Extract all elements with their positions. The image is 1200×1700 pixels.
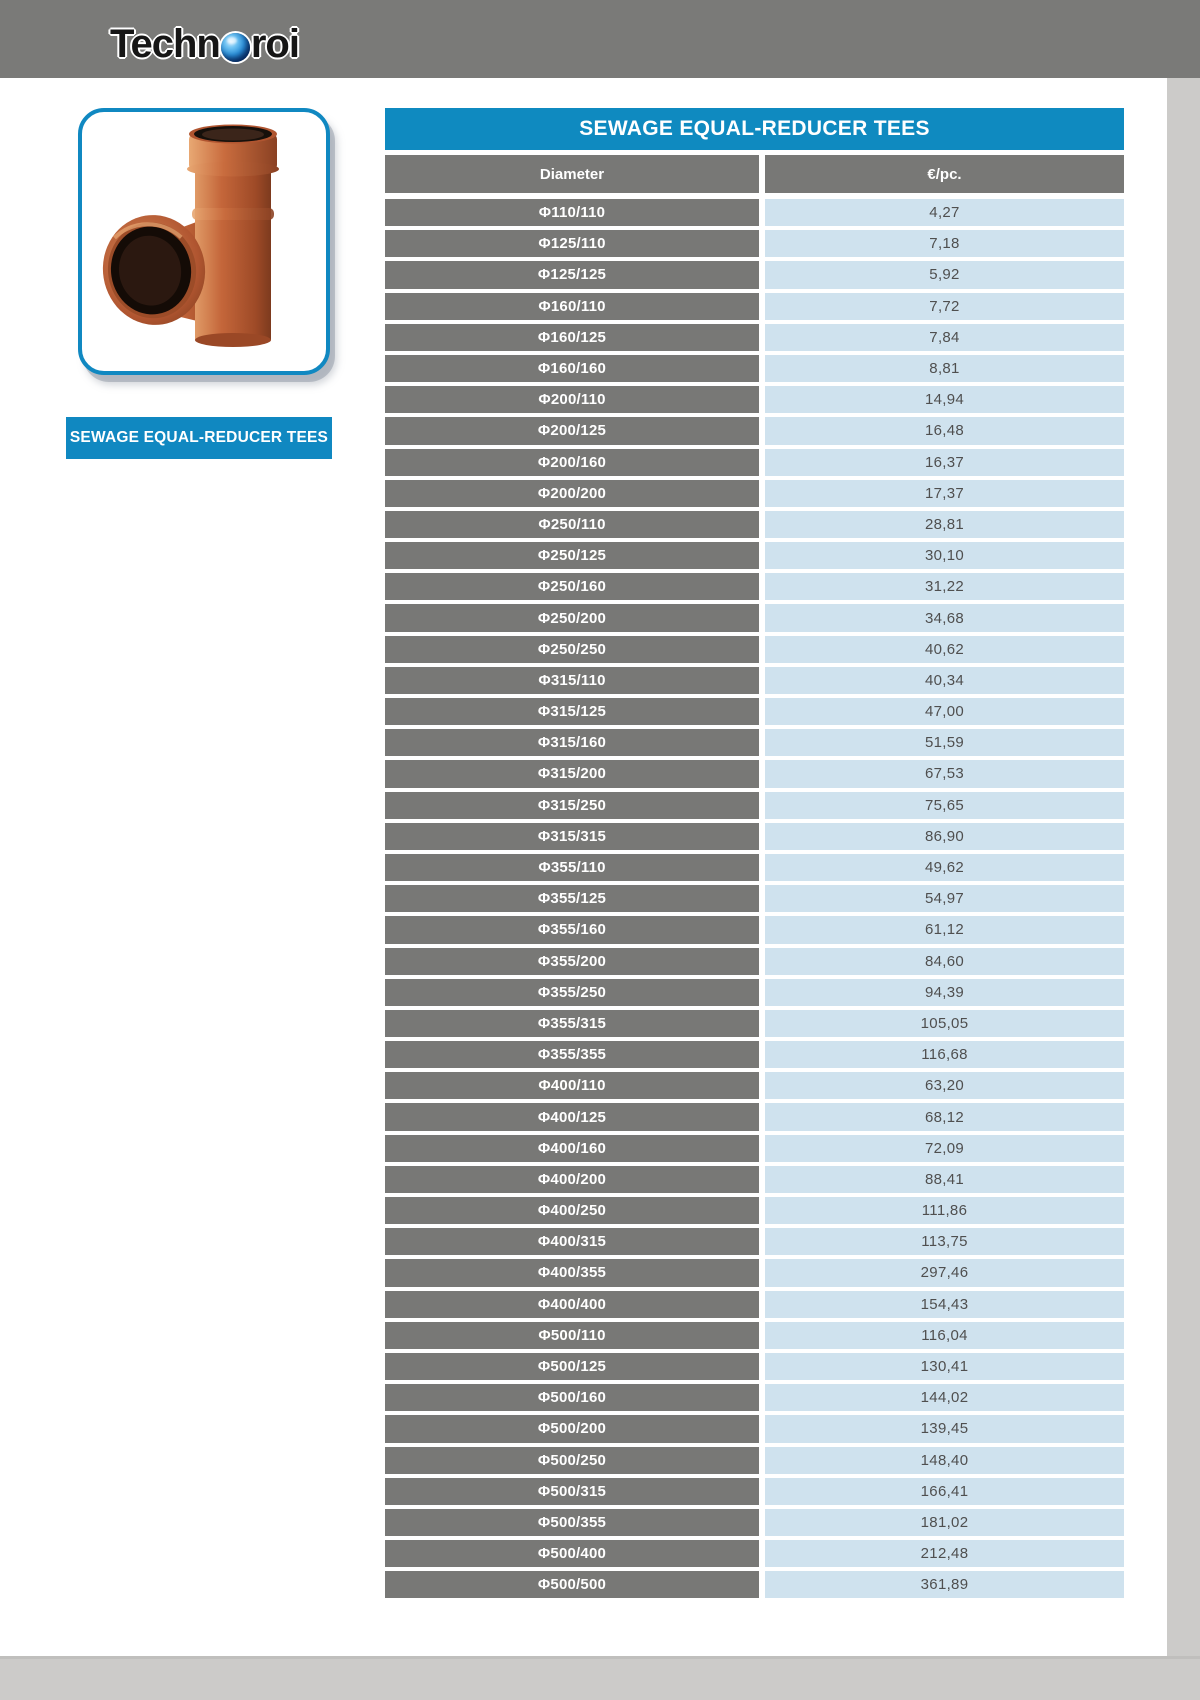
table-row <box>385 573 1124 600</box>
table-row <box>385 854 1124 881</box>
diameter-cell: Φ315/125 <box>385 698 759 725</box>
price-cell: 68,12 <box>765 1103 1124 1130</box>
price-cell: 5,92 <box>765 261 1124 288</box>
diameter-cell: Φ315/110 <box>385 667 759 694</box>
price-cell: 86,90 <box>765 823 1124 850</box>
diameter-cell: Φ200/160 <box>385 449 759 476</box>
diameter-cell: Φ355/315 <box>385 1010 759 1037</box>
price-cell: 7,18 <box>765 230 1124 257</box>
diameter-cell: Φ200/110 <box>385 386 759 413</box>
footer-band <box>0 1656 1200 1700</box>
price-cell: 144,02 <box>765 1384 1124 1411</box>
diameter-cell: Φ400/160 <box>385 1135 759 1162</box>
table-row <box>385 1540 1124 1567</box>
product-photo-card <box>78 108 330 375</box>
price-table <box>385 108 1124 1598</box>
diameter-cell: Φ315/200 <box>385 760 759 787</box>
table-row <box>385 636 1124 663</box>
table-row <box>385 885 1124 912</box>
price-cell: 16,48 <box>765 417 1124 444</box>
diameter-cell: Φ160/110 <box>385 293 759 320</box>
diameter-cell: Φ200/200 <box>385 480 759 507</box>
diameter-cell: Φ355/200 <box>385 948 759 975</box>
price-cell: 88,41 <box>765 1166 1124 1193</box>
globe-icon <box>221 33 250 62</box>
price-cell: 75,65 <box>765 792 1124 819</box>
price-cell: 63,20 <box>765 1072 1124 1099</box>
diameter-cell: Φ250/110 <box>385 511 759 538</box>
table-row <box>385 1291 1124 1318</box>
price-cell: 17,37 <box>765 480 1124 507</box>
price-cell: 113,75 <box>765 1228 1124 1255</box>
price-cell: 54,97 <box>765 885 1124 912</box>
diameter-cell: Φ355/160 <box>385 916 759 943</box>
table-row <box>385 1010 1124 1037</box>
table-row <box>385 667 1124 694</box>
table-row <box>385 729 1124 756</box>
table-row <box>385 1447 1124 1474</box>
price-cell: 84,60 <box>765 948 1124 975</box>
price-cell: 297,46 <box>765 1259 1124 1286</box>
price-cell: 4,27 <box>765 199 1124 226</box>
table-row <box>385 1353 1124 1380</box>
price-cell: 8,81 <box>765 355 1124 382</box>
right-edge-strip <box>1167 78 1200 1700</box>
diameter-cell: Φ400/400 <box>385 1291 759 1318</box>
price-cell: 7,72 <box>765 293 1124 320</box>
table-row <box>385 293 1124 320</box>
price-cell: 14,94 <box>765 386 1124 413</box>
price-cell: 116,04 <box>765 1322 1124 1349</box>
price-cell: 361,89 <box>765 1571 1124 1598</box>
table-row <box>385 386 1124 413</box>
table-row <box>385 355 1124 382</box>
diameter-cell: Φ250/160 <box>385 573 759 600</box>
diameter-cell: Φ400/200 <box>385 1166 759 1193</box>
table-row <box>385 698 1124 725</box>
diameter-cell: Φ250/250 <box>385 636 759 663</box>
price-cell: 67,53 <box>765 760 1124 787</box>
table-row <box>385 417 1124 444</box>
table-row <box>385 792 1124 819</box>
price-cell: 154,43 <box>765 1291 1124 1318</box>
table-header-row <box>385 155 1124 193</box>
price-cell: 212,48 <box>765 1540 1124 1567</box>
table-row <box>385 979 1124 1006</box>
table-row <box>385 1041 1124 1068</box>
diameter-cell: Φ355/110 <box>385 854 759 881</box>
table-row <box>385 1478 1124 1505</box>
brand-logo-text-left: Techn <box>110 22 220 66</box>
diameter-cell: Φ400/315 <box>385 1228 759 1255</box>
price-cell: 28,81 <box>765 511 1124 538</box>
price-cell: 16,37 <box>765 449 1124 476</box>
table-row <box>385 1415 1124 1442</box>
diameter-cell: Φ110/110 <box>385 199 759 226</box>
table-row <box>385 1228 1124 1255</box>
diameter-cell: Φ250/200 <box>385 604 759 631</box>
table-row <box>385 324 1124 351</box>
table-row <box>385 1135 1124 1162</box>
table-title: SEWAGE EQUAL-REDUCER TEES <box>385 108 1124 150</box>
diameter-cell: Φ355/355 <box>385 1041 759 1068</box>
diameter-cell: Φ500/200 <box>385 1415 759 1442</box>
table-row <box>385 948 1124 975</box>
table-row <box>385 199 1124 226</box>
pipe-tee-image <box>82 112 326 371</box>
table-row <box>385 449 1124 476</box>
diameter-cell: Φ315/250 <box>385 792 759 819</box>
table-row <box>385 230 1124 257</box>
table-row <box>385 916 1124 943</box>
table-row <box>385 1571 1124 1598</box>
diameter-cell: Φ500/160 <box>385 1384 759 1411</box>
brand-logo <box>110 22 299 67</box>
price-cell: 40,34 <box>765 667 1124 694</box>
diameter-cell: Φ500/500 <box>385 1571 759 1598</box>
diameter-cell: Φ400/125 <box>385 1103 759 1130</box>
price-cell: 181,02 <box>765 1509 1124 1536</box>
price-cell: 166,41 <box>765 1478 1124 1505</box>
price-cell: 94,39 <box>765 979 1124 1006</box>
price-cell: 49,62 <box>765 854 1124 881</box>
diameter-cell: Φ125/125 <box>385 261 759 288</box>
table-row <box>385 480 1124 507</box>
diameter-cell: Φ500/250 <box>385 1447 759 1474</box>
diameter-cell: Φ125/110 <box>385 230 759 257</box>
table-row <box>385 1197 1124 1224</box>
price-cell: 34,68 <box>765 604 1124 631</box>
table-row <box>385 1103 1124 1130</box>
table-row <box>385 542 1124 569</box>
table-row <box>385 604 1124 631</box>
price-cell: 139,45 <box>765 1415 1124 1442</box>
price-cell: 105,05 <box>765 1010 1124 1037</box>
table-row <box>385 1259 1124 1286</box>
diameter-cell: Φ500/125 <box>385 1353 759 1380</box>
table-row <box>385 1384 1124 1411</box>
diameter-cell: Φ400/355 <box>385 1259 759 1286</box>
product-caption: SEWAGE EQUAL-REDUCER TEES <box>66 417 332 459</box>
price-cell: 31,22 <box>765 573 1124 600</box>
table-row <box>385 1072 1124 1099</box>
column-header-price: €/pc. <box>765 155 1124 193</box>
column-header-diameter: Diameter <box>385 155 759 193</box>
price-cell: 7,84 <box>765 324 1124 351</box>
diameter-cell: Φ250/125 <box>385 542 759 569</box>
table-row <box>385 511 1124 538</box>
diameter-cell: Φ500/110 <box>385 1322 759 1349</box>
price-cell: 47,00 <box>765 698 1124 725</box>
diameter-cell: Φ160/125 <box>385 324 759 351</box>
diameter-cell: Φ400/250 <box>385 1197 759 1224</box>
diameter-cell: Φ355/125 <box>385 885 759 912</box>
price-cell: 30,10 <box>765 542 1124 569</box>
diameter-cell: Φ315/160 <box>385 729 759 756</box>
table-row <box>385 823 1124 850</box>
diameter-cell: Φ315/315 <box>385 823 759 850</box>
price-cell: 51,59 <box>765 729 1124 756</box>
table-row <box>385 261 1124 288</box>
price-cell: 111,86 <box>765 1197 1124 1224</box>
price-cell: 130,41 <box>765 1353 1124 1380</box>
table-row <box>385 760 1124 787</box>
price-cell: 148,40 <box>765 1447 1124 1474</box>
price-cell: 40,62 <box>765 636 1124 663</box>
diameter-cell: Φ160/160 <box>385 355 759 382</box>
diameter-cell: Φ400/110 <box>385 1072 759 1099</box>
price-cell: 116,68 <box>765 1041 1124 1068</box>
table-body <box>385 199 1124 1598</box>
diameter-cell: Φ500/315 <box>385 1478 759 1505</box>
brand-logo-text-right: roi <box>250 22 299 66</box>
table-row <box>385 1166 1124 1193</box>
table-row <box>385 1509 1124 1536</box>
diameter-cell: Φ500/355 <box>385 1509 759 1536</box>
price-cell: 72,09 <box>765 1135 1124 1162</box>
diameter-cell: Φ500/400 <box>385 1540 759 1567</box>
diameter-cell: Φ200/125 <box>385 417 759 444</box>
diameter-cell: Φ355/250 <box>385 979 759 1006</box>
table-row <box>385 1322 1124 1349</box>
price-cell: 61,12 <box>765 916 1124 943</box>
